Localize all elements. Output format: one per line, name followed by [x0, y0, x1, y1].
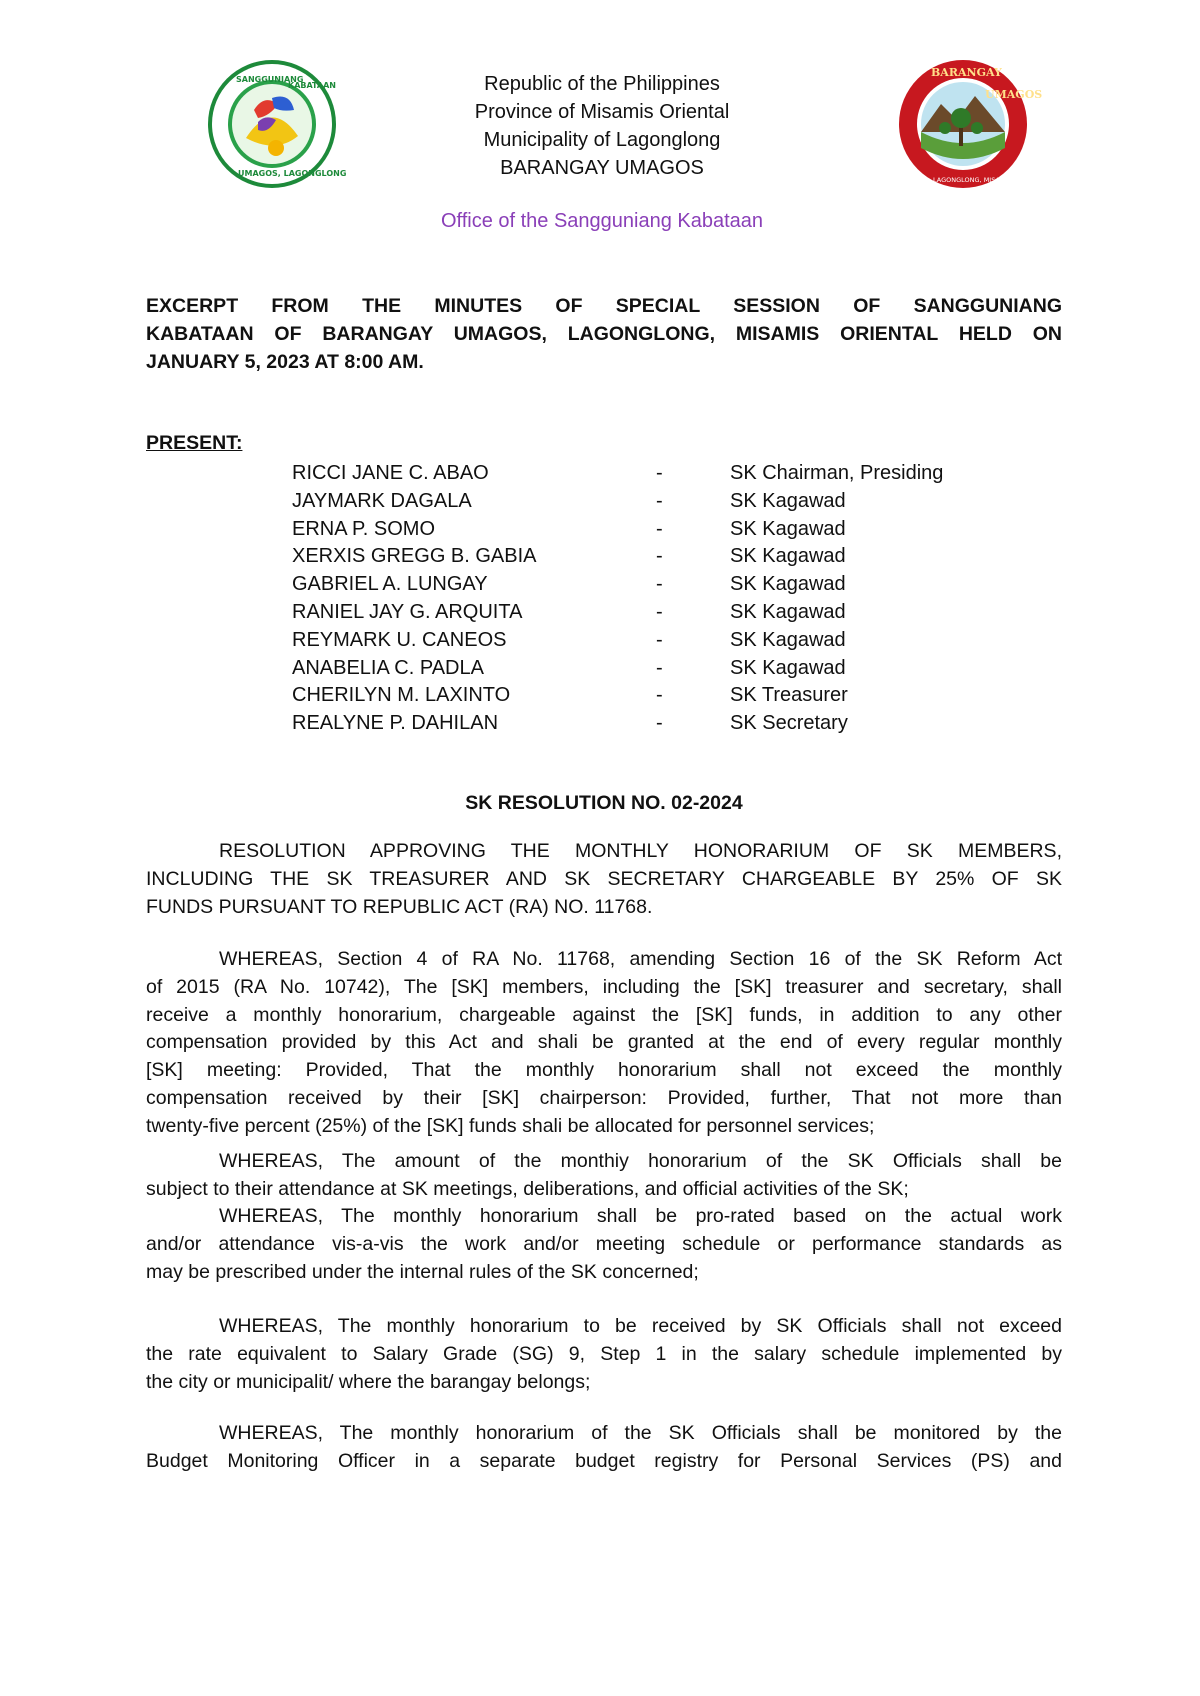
roster-dash: - [656, 684, 663, 707]
paragraph-line: WHEREAS, Section 4 of RA No. 11768, amending Section 16 of the SK Reform Act [219, 948, 1062, 970]
municipality-line: Municipality of Lagonglong [483, 129, 721, 151]
roster-name: JAYMARK DAGALA [292, 489, 472, 512]
roster-dash: - [656, 628, 663, 651]
roster-name: REYMARK U. CANEOS [292, 628, 507, 651]
paragraph-line: subject to their attendance at SK meetings, deliberations, and official activities of the SK; [146, 1177, 909, 1200]
roster-row [292, 543, 1052, 571]
roster-position: SK Kagawad [730, 628, 846, 651]
svg-text:UMAGOS: UMAGOS [985, 88, 1043, 101]
roster-dash: - [656, 656, 663, 679]
paragraph-line: WHEREAS, The monthly honorarium shall be pro-rated based on the actual work [219, 1205, 1062, 1227]
paragraph-line: compensation received by their [SK] chairperson: Provided, further, That not more than [146, 1086, 1062, 1109]
letterhead [360, 70, 844, 182]
whereas-clause [146, 946, 1062, 1141]
roster-position: SK Kagawad [730, 489, 846, 512]
republic-line: Republic of the Philippines [484, 73, 720, 95]
roster-name: ERNA P. SOMO [292, 517, 436, 540]
roster-dash: - [656, 712, 663, 735]
roster-name: GABRIEL A. LUNGAY [292, 573, 488, 596]
roster-row [292, 655, 1052, 683]
paragraph-line: and/or attendance vis-a-vis the work and/or meeting schedule or performance standards as [146, 1232, 1062, 1255]
roster-row [292, 599, 1052, 627]
paragraph-line: may be prescribed under the internal rules of the SK concerned; [146, 1260, 699, 1283]
paragraph-line: INCLUDING THE SK TREASURER AND SK SECRETARY CHARGEABLE BY 25% OF SK [146, 867, 1062, 890]
office-name: Office of the Sangguniang Kabataan [440, 210, 764, 232]
resolution-caption [146, 838, 1062, 921]
roster-position: SK Chairman, Presiding [730, 462, 944, 484]
paragraph-line: WHEREAS, The amount of the monthiy honorarium of the SK Officials shall be [219, 1150, 1062, 1172]
roster-row [292, 460, 1052, 488]
roster-position: SK Kagawad [730, 573, 846, 596]
paragraph-line: of 2015 (RA No. 10742), The [SK] members, including the [SK] treasurer and secretary, shall [146, 975, 1062, 998]
title-line: KABATAAN OF BARANGAY UMAGOS, LAGONGLONG, MISAMIS ORIENTAL HELD ON [146, 323, 1062, 345]
whereas-clause [146, 1420, 1062, 1476]
roster-dash: - [656, 545, 663, 568]
barangay-line: BARANGAY UMAGOS [500, 157, 704, 179]
paragraph-line: WHEREAS, The monthly honorarium to be received by SK Officials shall not exceed [219, 1315, 1062, 1337]
resolution-number: SK RESOLUTION NO. 02-2024 [465, 792, 743, 814]
roster-name: ANABELIA C. PADLA [292, 656, 484, 679]
paragraph-line: Budget Monitoring Officer in a separate budget registry for Personal Services (PS) and [146, 1449, 1062, 1472]
roster-position: SK Treasurer [730, 684, 848, 707]
title-line: JANUARY 5, 2023 AT 8:00 AM. [146, 351, 424, 373]
whereas-clause [146, 1203, 1062, 1286]
paragraph-line: compensation provided by this Act and shali be granted at the end of every regular monthly [146, 1031, 1062, 1054]
title-line: EXCERPT FROM THE MINUTES OF SPECIAL SESSION OF SANGGUNIANG [146, 295, 1062, 317]
roster-name: RICCI JANE C. ABAO [292, 462, 489, 484]
roster-position: SK Secretary [730, 712, 848, 735]
roster-row [292, 516, 1052, 544]
roster-position: SK Kagawad [730, 656, 846, 679]
svg-text:KABATAAN: KABATAAN [288, 81, 336, 90]
svg-text:BARANGAY: BARANGAY [931, 66, 1002, 79]
sangguniang-kabataan-seal [206, 58, 347, 190]
roster-row [292, 627, 1052, 655]
roster-row [292, 710, 1052, 738]
barangay-umagos-seal [897, 58, 1046, 190]
paragraph-line: WHEREAS, The monthly honorarium of the SK Officials shall be monitored by the [219, 1422, 1062, 1444]
roster-dash: - [656, 517, 663, 540]
roster-name: REALYNE P. DAHILAN [292, 712, 499, 735]
roster-dash: - [656, 462, 663, 484]
roster-row [292, 488, 1052, 516]
roster-name: XERXIS GREGG B. GABIA [292, 545, 537, 568]
roster-position: SK Kagawad [730, 600, 846, 623]
minutes-title [146, 292, 1062, 376]
paragraph-line: receive a monthly honorarium, chargeable against the [SK] funds, in addition to any other [146, 1003, 1062, 1026]
paragraph-line: RESOLUTION APPROVING THE MONTHLY HONORARIUM OF SK MEMBERS, [219, 840, 1062, 862]
roster-row [292, 682, 1052, 710]
whereas-clause [146, 1313, 1062, 1396]
province-line: Province of Misamis Oriental [474, 101, 730, 123]
roster-name: RANIEL JAY G. ARQUITA [292, 600, 523, 623]
roster-name: CHERILYN M. LAXINTO [292, 684, 511, 707]
roster-position: SK Kagawad [730, 545, 846, 568]
roster-dash: - [656, 573, 663, 596]
roster-dash: - [656, 489, 663, 512]
roster-row [292, 571, 1052, 599]
svg-text:LAGONGLONG, MISAMIS ORIENTAL: LAGONGLONG, MISAMIS ORIENTAL [933, 176, 1046, 184]
roster-dash: - [656, 600, 663, 623]
roster-position: SK Kagawad [730, 517, 846, 540]
paragraph-line: FUNDS PURSUANT TO REPUBLIC ACT (RA) NO. 11768. [146, 895, 653, 918]
paragraph-line: the city or municipalit/ where the barangay belongs; [146, 1370, 591, 1393]
paragraph-line: twenty-five percent (25%) of the [SK] funds shali be allocated for personnel services; [146, 1114, 875, 1137]
present-label: PRESENT: [146, 432, 243, 454]
paragraph-line: the rate equivalent to Salary Grade (SG) 9, Step 1 in the salary schedule implemented by [146, 1342, 1062, 1365]
svg-text:SANGGUNIANG: SANGGUNIANG [236, 75, 304, 84]
attendance-roster [292, 460, 1052, 738]
paragraph-line: [SK] meeting: Provided, That the monthly honorarium shall not exceed the monthly [146, 1059, 1062, 1082]
whereas-clause [146, 1148, 1062, 1204]
svg-text:UMAGOS, LAGONGLONG: UMAGOS, LAGONGLONG [238, 169, 347, 178]
